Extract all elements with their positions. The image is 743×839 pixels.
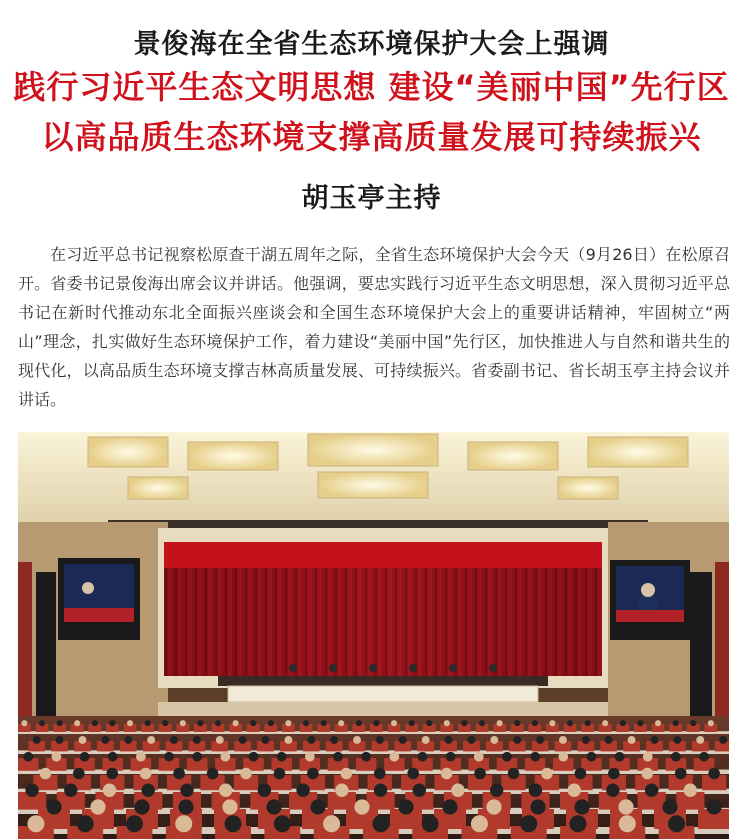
left-screen: [58, 558, 140, 640]
right-screen: [610, 560, 690, 640]
headline-main-line-2: 以高品质生态环境支撑高质量发展可持续振兴: [41, 118, 702, 156]
article-body: 在习近平总书记视察松原查干湖五周年之际，全省生态环境保护大会今天（9月26日）在松原召开。省委书记景俊海出席会议并讲话。他强调，要忠实践行习近平生态文明思想，深入贯彻习近平总书记在新时代推动东北全面振兴座谈会和全国生态环境保护大会上的重要讲话精神，牢固树立“两山”理念，扎实做好生态环境保护工作，着力建设“美丽中国”先行区，加快推进人与自然和谐共生的现代化，以高品质生态环境支撑吉林高质量发展、可持续振兴。省委副书记、省长胡玉亭主持会议并讲话。: [18, 245, 730, 409]
headline-subtitle: 胡玉亭主持: [301, 183, 442, 214]
presidium-table: [228, 686, 538, 702]
stage-banner: [164, 542, 602, 568]
lighting-truss: [108, 520, 648, 528]
headline-main-line-1: 践行习近平生态文明思想 建设“美丽中国”先行区: [13, 68, 730, 106]
conference-photo: [18, 432, 729, 839]
conference-hall-illustration: [18, 432, 729, 839]
headline-top: 景俊海在全省生态环境保护大会上强调: [133, 29, 610, 60]
